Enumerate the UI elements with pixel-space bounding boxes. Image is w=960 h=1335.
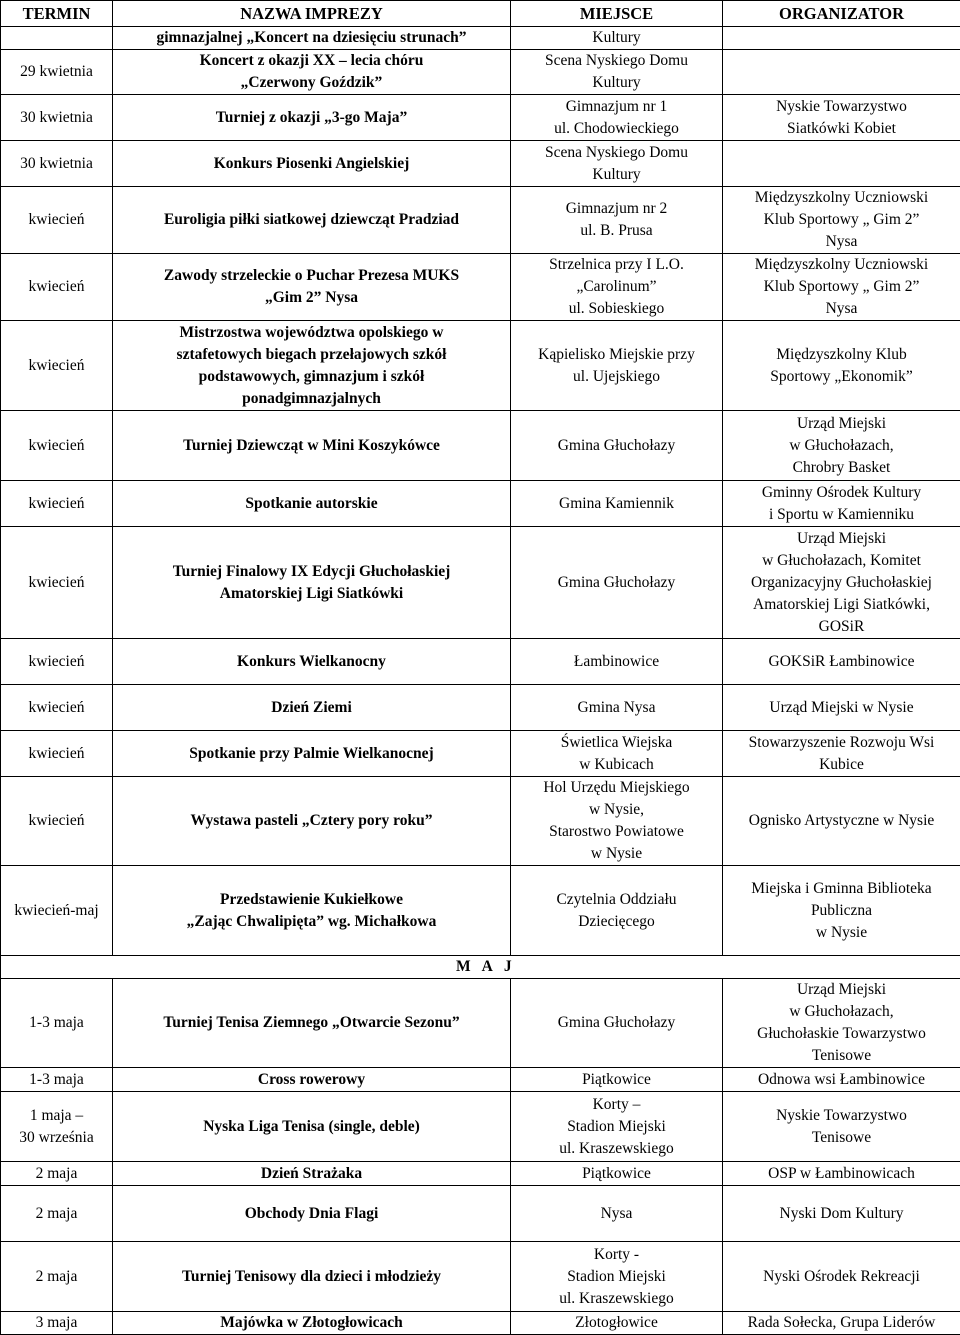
table-row: [1, 1186, 960, 1242]
cell-organizator-line: Nysa: [725, 298, 958, 320]
cell-nazwa-imprezy-line: „Czerwony Goździk”: [115, 72, 508, 94]
cell-miejsce-line: ul. Sobieskiego: [513, 298, 720, 320]
cell-organizator: [723, 1312, 960, 1335]
cell-nazwa-imprezy-line: Majówka w Złotogłowicach: [115, 1312, 508, 1334]
cell-nazwa-imprezy-line: „Gim 2” Nysa: [115, 287, 508, 309]
cell-miejsce-line: Kultury: [513, 27, 720, 49]
cell-miejsce-line: Scena Nyskiego Domu: [513, 142, 720, 164]
cell-termin-line: 1-3 maja: [3, 1069, 110, 1091]
cell-miejsce: [511, 777, 723, 866]
cell-nazwa-imprezy-line: Euroligia piłki siatkowej dziewcząt Pradziad: [115, 209, 508, 231]
cell-organizator-line: Urząd Miejski: [725, 413, 958, 435]
cell-miejsce-line: Gmina Głuchołazy: [513, 435, 720, 457]
month-marker: M A J: [1, 956, 960, 979]
cell-nazwa-imprezy: [113, 254, 511, 321]
cell-miejsce-line: Korty –: [513, 1094, 720, 1116]
cell-miejsce-line: Strzelnica przy I L.O.: [513, 254, 720, 276]
cell-nazwa-imprezy: [113, 411, 511, 481]
cell-termin: [1, 527, 113, 639]
cell-miejsce: [511, 1162, 723, 1186]
cell-organizator-line: i Sportu w Kamienniku: [725, 504, 958, 526]
cell-miejsce: [511, 1092, 723, 1162]
cell-termin-line: kwiecień: [3, 493, 110, 515]
cell-termin: [1, 187, 113, 254]
cell-organizator-line: Urząd Miejski: [725, 979, 958, 1001]
cell-termin-line: kwiecień: [3, 810, 110, 832]
table-row: [1, 866, 960, 956]
cell-miejsce: [511, 95, 723, 141]
cell-organizator-line: Gminny Ośrodek Kultury: [725, 482, 958, 504]
cell-organizator: [723, 1162, 960, 1186]
cell-miejsce-line: ul. B. Prusa: [513, 220, 720, 242]
cell-termin: [1, 1186, 113, 1242]
cell-organizator-line: Międzyszkolny Uczniowski: [725, 187, 958, 209]
table-row: [1, 141, 960, 187]
table-row: [1, 27, 960, 50]
cell-miejsce-line: ul. Kraszewskiego: [513, 1288, 720, 1310]
cell-termin-line: kwiecień: [3, 355, 110, 377]
cell-organizator: [723, 1068, 960, 1092]
cell-organizator-line: Stowarzyszenie Rozwoju Wsi: [725, 732, 958, 754]
cell-miejsce-line: „Carolinum”: [513, 276, 720, 298]
cell-nazwa-imprezy: [113, 50, 511, 95]
cell-miejsce-line: Stadion Miejski: [513, 1266, 720, 1288]
cell-organizator: [723, 527, 960, 639]
cell-organizator-line: Tenisowe: [725, 1127, 958, 1149]
cell-nazwa-imprezy-line: Koncert z okazji XX – lecia chóru: [115, 50, 508, 72]
table-row: [1, 411, 960, 481]
cell-nazwa-imprezy: [113, 866, 511, 956]
cell-termin-line: 2 maja: [3, 1203, 110, 1225]
cell-miejsce: [511, 1242, 723, 1312]
cell-termin: [1, 481, 113, 527]
cell-termin-line: kwiecień: [3, 209, 110, 231]
cell-organizator: [723, 187, 960, 254]
cell-nazwa-imprezy-line: Turniej Tenisa Ziemnego „Otwarcie Sezonu”: [115, 1012, 508, 1034]
cell-miejsce-line: Kultury: [513, 164, 720, 186]
cell-miejsce: [511, 481, 723, 527]
cell-termin-line: kwiecień: [3, 435, 110, 457]
cell-miejsce-line: Dziecięcego: [513, 911, 720, 933]
cell-miejsce-line: Łambinowice: [513, 651, 720, 673]
cell-organizator-line: Kubice: [725, 754, 958, 776]
cell-miejsce-line: Korty -: [513, 1244, 720, 1266]
header-row: [1, 1, 960, 27]
cell-miejsce-line: Gmina Nysa: [513, 697, 720, 719]
cell-nazwa-imprezy: [113, 481, 511, 527]
cell-nazwa-imprezy: [113, 979, 511, 1068]
cell-nazwa-imprezy-line: sztafetowych biegach przełajowych szkół: [115, 344, 508, 366]
cell-organizator-line: Międzyszkolny Klub: [725, 344, 958, 366]
cell-organizator-line: Chrobry Basket: [725, 457, 958, 479]
table-row: [1, 481, 960, 527]
cell-termin-line: 1 maja –: [3, 1105, 110, 1127]
cell-miejsce: [511, 866, 723, 956]
cell-nazwa-imprezy: [113, 777, 511, 866]
cell-termin: [1, 254, 113, 321]
table-row: [1, 685, 960, 731]
cell-miejsce-line: Świetlica Wiejska: [513, 732, 720, 754]
cell-miejsce: [511, 731, 723, 777]
cell-termin-line: kwiecień: [3, 276, 110, 298]
cell-termin: [1, 1312, 113, 1335]
cell-miejsce: [511, 1068, 723, 1092]
cell-nazwa-imprezy: [113, 1186, 511, 1242]
table-row: [1, 254, 960, 321]
cell-miejsce-line: ul. Kraszewskiego: [513, 1138, 720, 1160]
cell-organizator-line: GOSiR: [725, 616, 958, 638]
cell-nazwa-imprezy: [113, 1068, 511, 1092]
cell-organizator-line: Amatorskiej Ligi Siatkówki,: [725, 594, 958, 616]
header-miejsce: MIEJSCE: [511, 1, 723, 27]
cell-termin: [1, 731, 113, 777]
cell-organizator: [723, 254, 960, 321]
cell-organizator-line: Nyskie Towarzystwo: [725, 1105, 958, 1127]
table-body: [1, 27, 960, 1335]
cell-organizator-line: Klub Sportowy „ Gim 2”: [725, 276, 958, 298]
cell-miejsce-line: ul. Chodowieckiego: [513, 118, 720, 140]
table-row: [1, 639, 960, 685]
cell-termin: [1, 321, 113, 411]
cell-nazwa-imprezy-line: Konkurs Piosenki Angielskiej: [115, 153, 508, 175]
cell-nazwa-imprezy-line: Konkurs Wielkanocny: [115, 651, 508, 673]
cell-nazwa-imprezy: [113, 1162, 511, 1186]
cell-nazwa-imprezy-line: Przedstawienie Kukiełkowe: [115, 889, 508, 911]
cell-organizator: [723, 979, 960, 1068]
cell-organizator-line: Nysa: [725, 231, 958, 253]
cell-nazwa-imprezy-line: Zawody strzeleckie o Puchar Prezesa MUKS: [115, 265, 508, 287]
cell-miejsce-line: Starostwo Powiatowe: [513, 821, 720, 843]
cell-organizator: [723, 50, 960, 95]
cell-nazwa-imprezy-line: Turniej Tenisowy dla dzieci i młodzieży: [115, 1266, 508, 1288]
cell-termin: [1, 1162, 113, 1186]
header-nazwa-imprezy: NAZWA IMPREZY: [113, 1, 511, 27]
cell-nazwa-imprezy-line: Amatorskiej Ligi Siatkówki: [115, 583, 508, 605]
cell-miejsce: [511, 527, 723, 639]
cell-termin: [1, 141, 113, 187]
cell-organizator-line: w Głuchołazach,: [725, 1001, 958, 1023]
table-row: [1, 1092, 960, 1162]
cell-organizator: [723, 141, 960, 187]
cell-termin: [1, 1242, 113, 1312]
table-row: [1, 731, 960, 777]
cell-organizator: [723, 1092, 960, 1162]
cell-miejsce-line: w Nysie: [513, 843, 720, 865]
cell-organizator-line: Urząd Miejski: [725, 528, 958, 550]
cell-nazwa-imprezy-line: Mistrzostwa województwa opolskiego w: [115, 322, 508, 344]
cell-miejsce: [511, 254, 723, 321]
cell-organizator: [723, 685, 960, 731]
cell-organizator-line: Nyski Dom Kultury: [725, 1203, 958, 1225]
cell-organizator: [723, 27, 960, 50]
cell-miejsce-line: Kąpielisko Miejskie przy: [513, 344, 720, 366]
header-organizator: ORGANIZATOR: [723, 1, 960, 27]
cell-organizator-line: w Głuchołazach, Komitet: [725, 550, 958, 572]
cell-termin: [1, 866, 113, 956]
cell-miejsce: [511, 979, 723, 1068]
cell-organizator-line: Ognisko Artystyczne w Nysie: [725, 810, 958, 832]
cell-organizator: [723, 1186, 960, 1242]
cell-nazwa-imprezy-line: Wystawa pasteli „Cztery pory roku”: [115, 810, 508, 832]
cell-organizator: [723, 1242, 960, 1312]
table-row: [1, 1068, 960, 1092]
cell-termin-line: 2 maja: [3, 1266, 110, 1288]
cell-nazwa-imprezy-line: Spotkanie autorskie: [115, 493, 508, 515]
cell-miejsce: [511, 411, 723, 481]
cell-miejsce-line: Złotogłowice: [513, 1312, 720, 1334]
cell-nazwa-imprezy: [113, 27, 511, 50]
cell-organizator-line: w Głuchołazach,: [725, 435, 958, 457]
cell-organizator-line: Siatkówki Kobiet: [725, 118, 958, 140]
cell-termin-line: 29 kwietnia: [3, 61, 110, 83]
cell-nazwa-imprezy: [113, 1312, 511, 1335]
cell-nazwa-imprezy: [113, 141, 511, 187]
cell-miejsce: [511, 1312, 723, 1335]
cell-miejsce-line: w Kubicach: [513, 754, 720, 776]
cell-organizator-line: Międzyszkolny Uczniowski: [725, 254, 958, 276]
cell-miejsce: [511, 141, 723, 187]
cell-organizator: [723, 866, 960, 956]
cell-termin: [1, 50, 113, 95]
cell-termin: [1, 777, 113, 866]
cell-miejsce-line: Piątkowice: [513, 1069, 720, 1091]
cell-termin: [1, 979, 113, 1068]
cell-termin-line: 30 kwietnia: [3, 107, 110, 129]
cell-organizator: [723, 777, 960, 866]
cell-miejsce-line: Scena Nyskiego Domu: [513, 50, 720, 72]
cell-miejsce-line: Gmina Głuchołazy: [513, 572, 720, 594]
cell-organizator: [723, 95, 960, 141]
cell-organizator-line: Urząd Miejski w Nysie: [725, 697, 958, 719]
cell-termin: [1, 1092, 113, 1162]
cell-termin-line: kwiecień: [3, 697, 110, 719]
cell-termin-line: 30 września: [3, 1127, 110, 1149]
cell-miejsce-line: Czytelnia Oddziału: [513, 889, 720, 911]
cell-termin-line: kwiecień: [3, 743, 110, 765]
cell-nazwa-imprezy-line: Turniej Finalowy IX Edycji Głuchołaskiej: [115, 561, 508, 583]
cell-miejsce: [511, 187, 723, 254]
cell-nazwa-imprezy: [113, 187, 511, 254]
cell-organizator-line: Głuchołaskie Towarzystwo: [725, 1023, 958, 1045]
cell-organizator-line: Nyskie Towarzystwo: [725, 96, 958, 118]
cell-nazwa-imprezy: [113, 95, 511, 141]
cell-miejsce-line: Gmina Głuchołazy: [513, 1012, 720, 1034]
cell-nazwa-imprezy: [113, 527, 511, 639]
table-row: [1, 50, 960, 95]
cell-termin-line: 30 kwietnia: [3, 153, 110, 175]
cell-nazwa-imprezy: [113, 1092, 511, 1162]
cell-organizator: [723, 481, 960, 527]
cell-termin: [1, 1068, 113, 1092]
cell-termin-line: 1-3 maja: [3, 1012, 110, 1034]
cell-miejsce: [511, 685, 723, 731]
cell-termin-line: kwiecień: [3, 651, 110, 673]
cell-miejsce-line: Gimnazjum nr 1: [513, 96, 720, 118]
cell-miejsce: [511, 1186, 723, 1242]
cell-termin: [1, 685, 113, 731]
cell-organizator-line: Publiczna: [725, 900, 958, 922]
table-row: [1, 1242, 960, 1312]
cell-organizator-line: Sportowy „Ekonomik”: [725, 366, 958, 388]
cell-organizator-line: OSP w Łambinowicach: [725, 1163, 958, 1185]
cell-miejsce-line: Gimnazjum nr 2: [513, 198, 720, 220]
cell-nazwa-imprezy-line: Obchody Dnia Flagi: [115, 1203, 508, 1225]
table-row: [1, 777, 960, 866]
cell-nazwa-imprezy: [113, 321, 511, 411]
cell-organizator: [723, 639, 960, 685]
cell-miejsce-line: w Nysie,: [513, 799, 720, 821]
cell-nazwa-imprezy-line: Turniej z okazji „3-go Maja”: [115, 107, 508, 129]
cell-termin: [1, 95, 113, 141]
table-row: [1, 95, 960, 141]
cell-miejsce: [511, 639, 723, 685]
cell-miejsce-line: Piątkowice: [513, 1163, 720, 1185]
cell-organizator-line: Odnowa wsi Łambinowice: [725, 1069, 958, 1091]
cell-nazwa-imprezy-line: Cross rowerowy: [115, 1069, 508, 1091]
cell-miejsce-line: Gmina Kamiennik: [513, 493, 720, 515]
table-row: [1, 187, 960, 254]
cell-nazwa-imprezy: [113, 1242, 511, 1312]
cell-organizator: [723, 411, 960, 481]
cell-termin: [1, 639, 113, 685]
table-row: [1, 1162, 960, 1186]
cell-termin-line: kwiecień-maj: [3, 900, 110, 922]
cell-nazwa-imprezy-line: Nyska Liga Tenisa (single, deble): [115, 1116, 508, 1138]
cell-nazwa-imprezy-line: Dzień Ziemi: [115, 697, 508, 719]
cell-nazwa-imprezy-line: podstawowych, gimnazjum i szkół: [115, 366, 508, 388]
cell-nazwa-imprezy: [113, 731, 511, 777]
cell-nazwa-imprezy-line: Spotkanie przy Palmie Wielkanocnej: [115, 743, 508, 765]
cell-organizator: [723, 731, 960, 777]
cell-miejsce-line: Kultury: [513, 72, 720, 94]
cell-termin-line: 3 maja: [3, 1312, 110, 1334]
cell-nazwa-imprezy-line: ponadgimnazjalnych: [115, 388, 508, 410]
cell-termin: [1, 411, 113, 481]
cell-miejsce-line: ul. Ujejskiego: [513, 366, 720, 388]
cell-miejsce-line: Stadion Miejski: [513, 1116, 720, 1138]
cell-termin: [1, 27, 113, 50]
cell-nazwa-imprezy: [113, 685, 511, 731]
cell-nazwa-imprezy-line: „Zając Chwalipięta” wg. Michałkowa: [115, 911, 508, 933]
cell-organizator-line: Miejska i Gminna Biblioteka: [725, 878, 958, 900]
cell-miejsce-line: Nysa: [513, 1203, 720, 1225]
cell-miejsce: [511, 50, 723, 95]
cell-nazwa-imprezy-line: gimnazjalnej „Koncert na dziesięciu strunach”: [115, 27, 508, 49]
cell-miejsce: [511, 321, 723, 411]
header-termin: TERMIN: [1, 1, 113, 27]
cell-organizator-line: GOKSiR Łambinowice: [725, 651, 958, 673]
cell-nazwa-imprezy-line: Turniej Dziewcząt w Mini Koszykówce: [115, 435, 508, 457]
cell-organizator-line: Rada Sołecka, Grupa Liderów: [725, 1312, 958, 1334]
cell-organizator-line: Klub Sportowy „ Gim 2”: [725, 209, 958, 231]
cell-organizator-line: Tenisowe: [725, 1045, 958, 1067]
cell-miejsce: [511, 27, 723, 50]
cell-miejsce-line: Hol Urzędu Miejskiego: [513, 777, 720, 799]
table-row: [1, 527, 960, 639]
table-row: [1, 979, 960, 1068]
cell-termin-line: kwiecień: [3, 572, 110, 594]
table-row: [1, 1312, 960, 1335]
cell-nazwa-imprezy-line: Dzień Strażaka: [115, 1163, 508, 1185]
table-row: [1, 321, 960, 411]
month-divider-row: [1, 956, 960, 979]
cell-organizator: [723, 321, 960, 411]
cell-nazwa-imprezy: [113, 639, 511, 685]
cell-termin-line: 2 maja: [3, 1163, 110, 1185]
cell-organizator-line: w Nysie: [725, 922, 958, 944]
cell-organizator-line: Nyski Ośrodek Rekreacji: [725, 1266, 958, 1288]
cell-organizator-line: Organizacyjny Głuchołaskiej: [725, 572, 958, 594]
